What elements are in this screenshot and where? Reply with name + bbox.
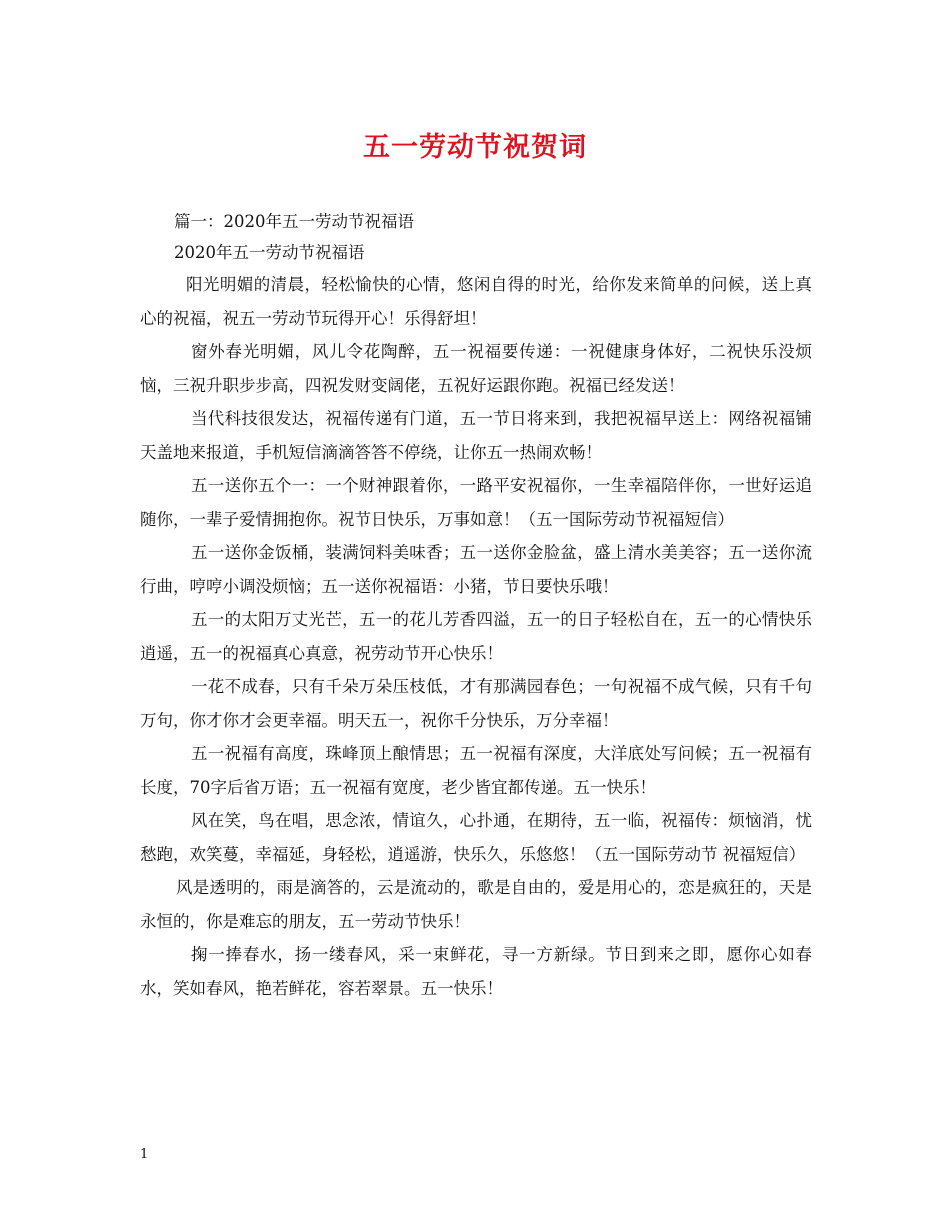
section-heading: 篇一：2020年五一劳动节祝福语 [174, 212, 414, 231]
paragraph: 当代科技很发达，祝福传递有门道，五一节日将来到，我把祝福早送上：网络祝福铺天盖地来报道，手机短信滴滴答答不停绕，让你五一热闹欢畅！ [140, 409, 812, 462]
paragraph: 窗外春光明媚，风儿令花陶醉，五一祝福要传递：一祝健康身体好，二祝快乐没烦恼，三祝升职步步高，四祝发财变阔佬，五祝好运跟你跑。祝福已经发送！ [140, 342, 812, 395]
subheading: 2020年五一劳动节祝福语 [174, 243, 365, 262]
paragraph: 掬一捧春水，扬一缕春风，采一束鲜花，寻一方新绿。节日到来之即，愿你心如春水，笑如春风，艳若鲜花，容若翠景。五一快乐！ [140, 945, 812, 998]
paragraph: 风是透明的，雨是滴答的，云是流动的，歌是自由的，爱是用心的，恋是疯狂的，天是永恒的，你是难忘的朋友，五一劳动节快乐！ [140, 878, 812, 931]
paragraph: 五一送你金饭桶，装满饲料美味香；五一送你金脸盆，盛上清水美美容；五一送你流行曲，哼哼小调没烦恼；五一送你祝福语：小猪，节日要快乐哦！ [140, 543, 812, 596]
page-number: 1 [140, 1147, 149, 1162]
paragraph: 阳光明媚的清晨，轻松愉快的心情，悠闲自得的时光，给你发来简单的问候，送上真心的祝福，祝五一劳动节玩得开心！乐得舒坦！ [140, 275, 812, 328]
document-body [140, 208, 812, 1005]
paragraph: 五一的太阳万丈光芒，五一的花儿芳香四溢，五一的日子轻松自在，五一的心情快乐逍遥，五一的祝福真心真意，祝劳动节开心快乐！ [140, 610, 812, 663]
paragraph: 五一祝福有高度，珠峰顶上酿情思；五一祝福有深度，大洋底处写问候；五一祝福有长度，70字后省万语；五一祝福有宽度，老少皆宜都传递。五一快乐！ [140, 744, 812, 797]
paragraph: 风在笑，鸟在唱，思念浓，情谊久，心扑通，在期待，五一临，祝福传：烦恼消，忧愁跑，欢笑蔓，幸福延，身轻松，逍遥游，快乐久，乐悠悠！（五一国际劳动节 祝福短信） [140, 811, 812, 864]
paragraph: 一花不成春，只有千朵万朵压枝低，才有那满园春色；一句祝福不成气候，只有千句万句，你才你才会更幸福。明天五一，祝你千分快乐，万分幸福！ [140, 677, 812, 730]
paragraph: 五一送你五个一：一个财神跟着你，一路平安祝福你，一生幸福陪伴你，一世好运追随你，一辈子爱情拥抱你。祝节日快乐，万事如意！（五一国际劳动节祝福短信） [140, 476, 812, 529]
document-title: 五一劳动节祝贺词 [363, 132, 587, 163]
